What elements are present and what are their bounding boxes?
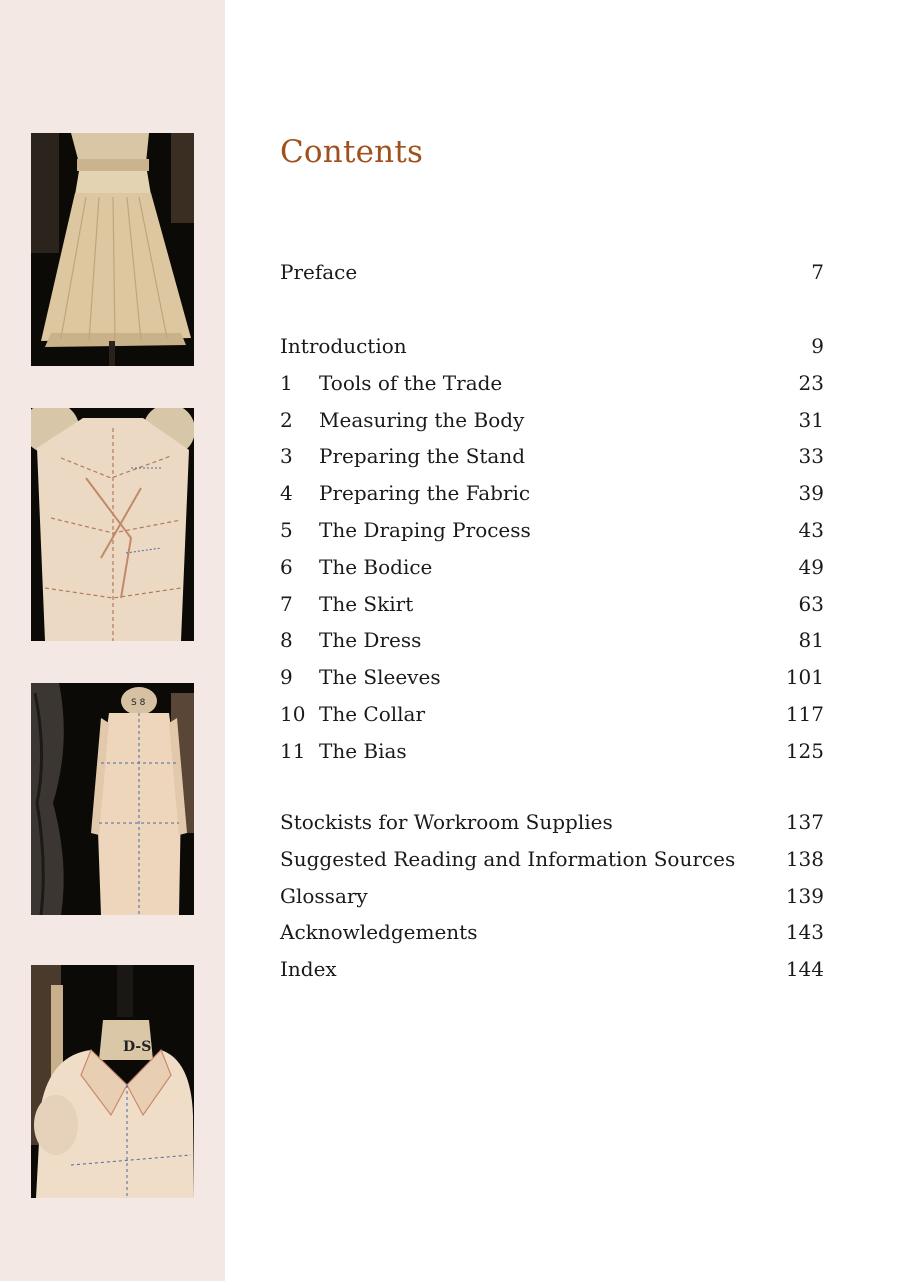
toc-page-number: 39 [798,481,824,506]
toc-entry-title: Stockists for Workroom Supplies [280,810,613,834]
toc-entry[interactable] [280,662,824,692]
draped-skirt-photo [31,133,194,366]
toc-entry-title: Preparing the Fabric [319,481,531,506]
toc-entry[interactable] [280,736,824,766]
chapter-number: 4 [280,481,293,506]
toc-entry[interactable] [280,844,824,874]
toc-entry[interactable] [280,917,824,947]
toc-page-number: 139 [785,883,824,908]
toc-entry-title: Glossary [280,883,368,908]
toc-entry[interactable] [280,515,824,545]
toc-entry[interactable] [280,368,824,398]
toc-page-number: 101 [785,665,824,690]
toc-entry-title: Measuring the Body [319,407,525,432]
toc-page-number: 49 [798,554,824,579]
toc-page-number: 81 [798,628,824,653]
toc-page-number: 138 [785,846,824,871]
toc-entry[interactable] [280,257,824,287]
chapter-number: 6 [280,554,293,579]
toc-entry-title: Preparing the Stand [319,444,526,469]
toc-entry-title: Tools of the Trade [319,370,503,395]
toc-entry-title: The Bias [319,738,407,763]
toc-entry[interactable] [280,478,824,508]
chapter-number: 1 [280,370,293,395]
chapter-number: 11 [280,738,306,763]
chapter-number: 2 [280,407,293,432]
chapter-number: 5 [280,518,293,542]
toc-page-number: 125 [785,738,824,763]
toc-entry-title: Suggested Reading and Information Sources [280,846,736,871]
toc-entry[interactable] [280,807,824,837]
toc-page-number: 31 [798,407,824,432]
toc-entry[interactable] [280,625,824,655]
draped-dress-photo [31,683,194,915]
chapter-number: 9 [280,665,293,690]
toc-entry-title: The Draping Process [319,518,531,542]
toc-page-number: 144 [785,957,824,982]
toc-entry-title: The Sleeves [319,665,441,690]
toc-page-number: 23 [798,370,824,395]
toc-entry[interactable] [280,699,824,729]
toc-entry-title: The Collar [319,702,426,726]
toc-entry[interactable] [280,954,824,984]
toc-page-number: 9 [811,334,824,358]
toc-page-number: 33 [798,444,824,469]
chapter-number: 7 [280,591,293,616]
toc-entry[interactable] [280,405,824,435]
toc-entry[interactable] [280,441,824,471]
toc-entry-title: Preface [280,260,358,284]
toc-entry-title: Index [280,957,337,982]
toc-entry-title: The Bodice [319,554,433,579]
toc-entry[interactable] [280,589,824,619]
page-title: Contents [280,134,424,170]
sidebar-panel [0,0,225,1281]
toc-page-number: 63 [798,591,824,616]
draped-bodice-photo [31,408,194,641]
chapter-number: 10 [280,702,306,726]
chapter-number: 8 [280,628,293,653]
chapter-number: 3 [280,444,293,469]
draped-collar-photo [31,965,194,1198]
toc-page-number: 7 [811,260,824,284]
toc-entry[interactable] [280,331,824,361]
toc-page-number: 137 [785,810,824,834]
toc-page-number: 117 [785,702,824,726]
toc-entry-title: The Dress [319,628,422,653]
svg-text:D-S: D-S [123,1039,152,1055]
toc-entry[interactable] [280,881,824,911]
toc-entry-title: Acknowledgements [280,920,478,945]
toc-page-number: 43 [798,518,824,542]
toc-entry-title: The Skirt [319,591,414,616]
toc-entry-title: Introduction [280,334,407,358]
svg-text:S 8: S 8 [131,698,146,708]
toc-page-number: 143 [785,920,824,945]
toc-entry[interactable] [280,552,824,582]
